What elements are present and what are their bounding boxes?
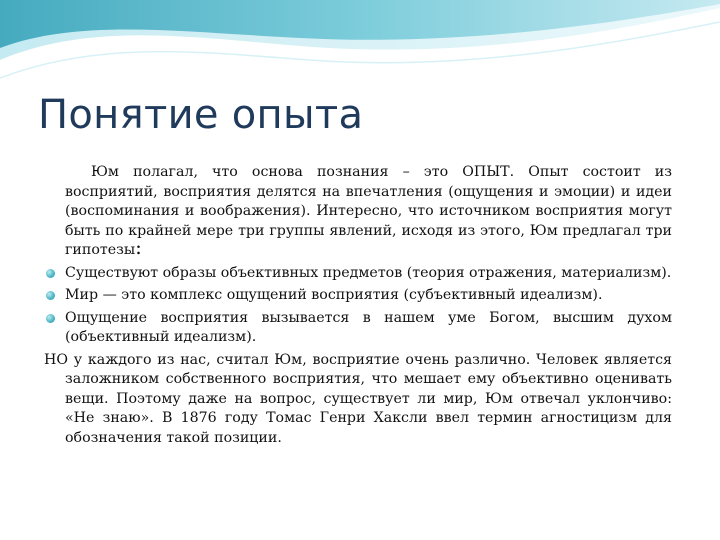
list-item-text: Мир — это комплекс ощущений восприятия (субъективный идеализм). bbox=[65, 287, 603, 303]
bullet-icon bbox=[46, 314, 55, 323]
bullet-icon bbox=[46, 269, 55, 278]
slide-content bbox=[44, 163, 672, 448]
intro-text: Юм полагал, что основа познания – это ОПЫТ. Опыт состоит из восприятий, восприятия делятся на впечатления (ощущения и эмоции) и идеи (воспоминания и воображения). Интересно, что источником восприятия могут быть по крайней мере три группы явлений, исходя из этого, Юм предлагал три гипотезы bbox=[65, 164, 672, 258]
list-item-text: Ощущение восприятия вызывается в нашем уме Богом, высшим духом (объективный идеализм). bbox=[65, 309, 672, 345]
header-wave-decoration bbox=[0, 0, 720, 90]
closing-paragraph: НО у каждого из нас, считал Юм, восприятие очень различно. Человек является заложником собственного восприятия, что мешает ему объективно оценивать вещи. Поэтому даже на вопрос, существует ли мир, Юм отвечал уклончиво: «Не знаю». В 1876 году Томас Генри Хаксли ввел термин агностицизм для обозначения такой позиции. bbox=[44, 351, 672, 446]
list-item-text: Существуют образы объективных предметов (теория отражения, материализм). bbox=[65, 264, 672, 281]
list-item-1 bbox=[44, 264, 672, 284]
intro-colon: : bbox=[135, 235, 142, 259]
intro-paragraph bbox=[44, 163, 672, 261]
list-item-2 bbox=[44, 286, 672, 306]
bullet-icon bbox=[46, 291, 55, 300]
list-item-3 bbox=[44, 309, 672, 348]
slide-title: Понятие опыта bbox=[38, 92, 364, 138]
